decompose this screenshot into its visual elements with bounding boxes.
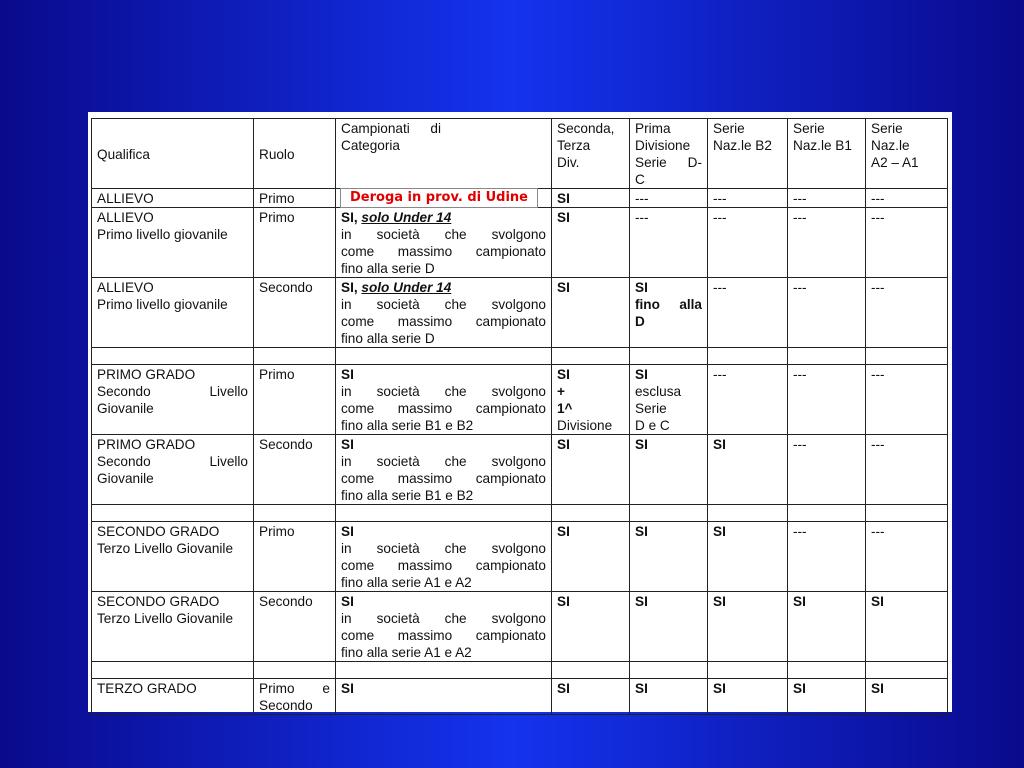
- cell-b2: [708, 592, 788, 662]
- campionati-line3: come massimo campionato: [341, 471, 546, 486]
- spacer-cell: [866, 348, 948, 365]
- cell-b2: [708, 435, 788, 505]
- cell-ruolo: [254, 365, 336, 435]
- cell-a2: [866, 189, 948, 208]
- cell-qualifica: [92, 592, 254, 662]
- qualifica-line1: SECONDO GRADO: [97, 594, 220, 609]
- cell-b2: [708, 522, 788, 592]
- header-b1: [788, 119, 866, 189]
- qualifica-line2: Terzo Livello Giovanile: [97, 541, 234, 556]
- table-header-row: [92, 119, 948, 189]
- cell-seconda: [552, 365, 630, 435]
- b1-text: ---: [793, 437, 807, 452]
- cell-prima: [630, 522, 708, 592]
- b1-text: ---: [793, 280, 807, 295]
- campionati-line2: in società che svolgono: [341, 297, 546, 312]
- prima-line2: esclusa: [635, 384, 682, 399]
- cell-b2: [708, 278, 788, 348]
- ruolo-text: Primo: [259, 367, 295, 382]
- cell-campionati: [336, 365, 552, 435]
- spacer-cell: [92, 505, 254, 522]
- table-row: [92, 278, 948, 348]
- campionati-line2: in società che svolgono: [341, 541, 546, 556]
- campionati-line3: come massimo campionato: [341, 628, 546, 643]
- table-row: [92, 679, 948, 715]
- ruolo-line2: Secondo: [259, 698, 313, 713]
- cell-a2: [866, 278, 948, 348]
- cell-a2: [866, 522, 948, 592]
- header-ruolo: [254, 119, 336, 189]
- header-prima-line2: Divisione: [635, 138, 691, 153]
- seconda-text: SI: [557, 524, 570, 539]
- ruolo-text: Primo: [259, 191, 295, 206]
- cell-prima: [630, 592, 708, 662]
- b2-text: ---: [713, 191, 727, 206]
- qualifica-line2: Primo livello giovanile: [97, 297, 228, 312]
- cell-seconda: [552, 679, 630, 715]
- seconda-text: SI: [557, 191, 570, 206]
- campionati-si: SI: [341, 594, 354, 609]
- spacer-cell: [254, 505, 336, 522]
- deroga-annotation: Deroga in prov. di Udine: [340, 188, 538, 208]
- campionati-line2: in società che svolgono: [341, 227, 546, 242]
- cell-ruolo: [254, 278, 336, 348]
- cell-campionati: [336, 278, 552, 348]
- header-prima-line4: C: [635, 172, 645, 187]
- qualifica-line1: PRIMO GRADO: [97, 437, 196, 452]
- prima-text: ---: [635, 210, 649, 225]
- cell-seconda: [552, 208, 630, 278]
- qualifica-text: ALLIEVO: [97, 191, 154, 206]
- cell-b1: [788, 278, 866, 348]
- spacer-cell: [788, 348, 866, 365]
- campionati-line4: fino alla serie D: [341, 261, 435, 276]
- cell-prima: [630, 208, 708, 278]
- ruolo-text: Primo: [259, 210, 295, 225]
- campionati-line3: come massimo campionato: [341, 244, 546, 259]
- header-b2-line2: Naz.le B2: [713, 138, 772, 153]
- b1-text: SI: [793, 594, 806, 609]
- spacer-row: [92, 505, 948, 522]
- campionati-line4: fino alla serie A1 e A2: [341, 575, 472, 590]
- cell-b1: [788, 208, 866, 278]
- ruolo-text: Secondo: [259, 594, 313, 609]
- header-prima-line1: Prima: [635, 121, 671, 136]
- a2-text: ---: [871, 524, 885, 539]
- header-a2: [866, 119, 948, 189]
- campionati-line3: come massimo campionato: [341, 401, 546, 416]
- seconda-text: SI: [557, 280, 570, 295]
- cell-ruolo: [254, 522, 336, 592]
- b1-text: ---: [793, 210, 807, 225]
- prima-text: SI: [635, 594, 648, 609]
- spacer-cell: [708, 505, 788, 522]
- header-qualifica-text: Qualifica: [97, 146, 150, 162]
- header-b1-line1: Serie: [793, 121, 825, 136]
- campionati-line2: in società che svolgono: [341, 384, 546, 399]
- qualifica-line1: SECONDO GRADO: [97, 524, 220, 539]
- cell-qualifica: [92, 522, 254, 592]
- campionati-si: SI,: [341, 280, 358, 295]
- prima-line3: Serie: [635, 401, 667, 416]
- campionati-line1: [341, 279, 546, 296]
- a2-text: ---: [871, 437, 885, 452]
- campionati-line3: come massimo campionato: [341, 314, 546, 329]
- spacer-cell: [336, 662, 552, 679]
- campionati-under14: solo Under 14: [361, 280, 452, 295]
- spacer-cell: [254, 348, 336, 365]
- campionati-line2: in società che svolgono: [341, 611, 546, 626]
- campionati-si: SI,: [341, 210, 358, 225]
- cell-ruolo: [254, 208, 336, 278]
- spacer-cell: [630, 505, 708, 522]
- b2-text: ---: [713, 210, 727, 225]
- cell-b1: [788, 365, 866, 435]
- a2-text: ---: [871, 280, 885, 295]
- spacer-cell: [788, 505, 866, 522]
- spacer-row: [92, 348, 948, 365]
- seconda-text: SI: [557, 210, 570, 225]
- cell-ruolo: [254, 435, 336, 505]
- cell-b1: [788, 679, 866, 715]
- header-seconda: [552, 119, 630, 189]
- header-b2-line1: Serie: [713, 121, 745, 136]
- spacer-cell: [866, 662, 948, 679]
- header-seconda-line1: Seconda,: [557, 121, 615, 136]
- cell-a2: [866, 592, 948, 662]
- header-seconda-line3: Div.: [557, 155, 580, 170]
- qualifica-line3: Giovanile: [97, 401, 154, 416]
- cell-campionati: [336, 679, 552, 715]
- campionati-line4: fino alla serie A1 e A2: [341, 645, 472, 660]
- campionati-si: SI: [341, 681, 354, 696]
- cell-a2: [866, 208, 948, 278]
- seconda-text: SI: [557, 437, 570, 452]
- table-row: [92, 208, 948, 278]
- seconda-line2: +: [557, 384, 565, 399]
- spacer-cell: [92, 662, 254, 679]
- ruolo-line1: Primo e: [259, 681, 330, 696]
- spacer-cell: [708, 662, 788, 679]
- cell-a2: [866, 679, 948, 715]
- qualifica-line1: ALLIEVO: [97, 210, 154, 225]
- spacer-cell: [92, 348, 254, 365]
- b2-text: ---: [713, 280, 727, 295]
- b1-text: ---: [793, 191, 807, 206]
- cell-campionati: [336, 522, 552, 592]
- campionati-under14: solo Under 14: [361, 210, 452, 225]
- spacer-cell: [788, 662, 866, 679]
- cell-seconda: [552, 189, 630, 208]
- table-row: [92, 592, 948, 662]
- spacer-cell: [630, 662, 708, 679]
- header-seconda-line2: Terza: [557, 138, 591, 153]
- cell-prima: [630, 679, 708, 715]
- ruolo-text: Secondo: [259, 437, 313, 452]
- cell-campionati: [336, 435, 552, 505]
- spacer-cell: [866, 505, 948, 522]
- spacer-cell: [630, 348, 708, 365]
- table-row: [92, 522, 948, 592]
- a2-text: ---: [871, 210, 885, 225]
- cell-ruolo: [254, 189, 336, 208]
- campionati-line3: come massimo campionato: [341, 558, 546, 573]
- cell-prima: [630, 365, 708, 435]
- campionati-line4: fino alla serie D: [341, 331, 435, 346]
- cell-b2: [708, 679, 788, 715]
- campionati-line2: in società che svolgono: [341, 454, 546, 469]
- campionati-si: SI: [341, 367, 354, 382]
- cell-b2: [708, 365, 788, 435]
- cell-qualifica: [92, 278, 254, 348]
- cell-campionati: [336, 208, 552, 278]
- header-prima-line3: Serie D-: [635, 155, 702, 170]
- header-campionati: [336, 119, 552, 189]
- ruolo-text: Secondo: [259, 280, 313, 295]
- header-a2-line2: Naz.le: [871, 138, 910, 153]
- qualifica-line2: Secondo Livello: [97, 454, 248, 469]
- cell-seconda: [552, 278, 630, 348]
- cell-qualifica: [92, 365, 254, 435]
- cell-qualifica: [92, 435, 254, 505]
- header-a2-line1: Serie: [871, 121, 903, 136]
- qualifica-text: TERZO GRADO: [97, 681, 197, 696]
- qualifica-line1: ALLIEVO: [97, 280, 154, 295]
- cell-b2: [708, 189, 788, 208]
- b2-text: SI: [713, 594, 726, 609]
- campionati-line1: [341, 209, 546, 226]
- cell-b1: [788, 435, 866, 505]
- cell-prima: [630, 189, 708, 208]
- cell-qualifica: [92, 189, 254, 208]
- seconda-text: SI: [557, 681, 570, 696]
- cell-b1: [788, 189, 866, 208]
- prima-line1: SI: [635, 280, 648, 295]
- b2-text: SI: [713, 437, 726, 452]
- spacer-cell: [552, 348, 630, 365]
- spacer-row: [92, 662, 948, 679]
- cell-b1: [788, 592, 866, 662]
- cell-qualifica: [92, 679, 254, 715]
- spacer-cell: [708, 348, 788, 365]
- cell-prima: [630, 278, 708, 348]
- header-campionati-line1: Campionati di: [341, 121, 441, 136]
- header-ruolo-text: Ruolo: [259, 146, 295, 162]
- spacer-cell: [336, 505, 552, 522]
- a2-text: ---: [871, 367, 885, 382]
- prima-line4: D e C: [635, 418, 670, 433]
- spacer-cell: [552, 505, 630, 522]
- qualifica-line2: Secondo Livello: [97, 384, 248, 399]
- campionati-line4: fino alla serie B1 e B2: [341, 488, 474, 503]
- prima-line3: D: [635, 314, 645, 329]
- header-campionati-line2: Categoria: [341, 138, 400, 153]
- seconda-line1: SI: [557, 367, 570, 382]
- seconda-text: SI: [557, 594, 570, 609]
- b2-text: SI: [713, 681, 726, 696]
- prima-text: ---: [635, 191, 649, 206]
- b2-text: ---: [713, 367, 727, 382]
- seconda-line3: 1^: [557, 401, 573, 416]
- header-qualifica: [92, 119, 254, 189]
- b1-text: ---: [793, 367, 807, 382]
- campionati-line4: fino alla serie B1 e B2: [341, 418, 474, 433]
- campionati-si: SI: [341, 437, 354, 452]
- cell-qualifica: [92, 208, 254, 278]
- cell-b1: [788, 522, 866, 592]
- cell-seconda: [552, 435, 630, 505]
- ruolo-text: Primo: [259, 524, 295, 539]
- prima-line2: fino alla: [635, 297, 702, 312]
- cell-prima: [630, 435, 708, 505]
- prima-text: SI: [635, 681, 648, 696]
- cell-ruolo: [254, 679, 336, 715]
- table-row: [92, 365, 948, 435]
- a2-text: ---: [871, 191, 885, 206]
- header-b1-line2: Naz.le B1: [793, 138, 852, 153]
- spacer-cell: [552, 662, 630, 679]
- b1-text: ---: [793, 524, 807, 539]
- cell-a2: [866, 365, 948, 435]
- cell-seconda: [552, 592, 630, 662]
- prima-text: SI: [635, 524, 648, 539]
- qualifica-line2: Primo livello giovanile: [97, 227, 228, 242]
- a2-text: SI: [871, 594, 884, 609]
- b1-text: SI: [793, 681, 806, 696]
- prima-text: SI: [635, 437, 648, 452]
- a2-text: SI: [871, 681, 884, 696]
- qualifica-line1: PRIMO GRADO: [97, 367, 196, 382]
- header-a2-line3: A2 – A1: [871, 155, 919, 170]
- cell-seconda: [552, 522, 630, 592]
- table-row: [92, 435, 948, 505]
- document-page: [88, 112, 952, 712]
- cell-b2: [708, 208, 788, 278]
- b2-text: SI: [713, 524, 726, 539]
- campionati-si: SI: [341, 524, 354, 539]
- qualifica-line3: Giovanile: [97, 471, 154, 486]
- qualifica-line2: Terzo Livello Giovanile: [97, 611, 234, 626]
- spacer-cell: [254, 662, 336, 679]
- cell-a2: [866, 435, 948, 505]
- prima-line1: SI: [635, 367, 648, 382]
- header-b2: [708, 119, 788, 189]
- cell-campionati: [336, 592, 552, 662]
- spacer-cell: [336, 348, 552, 365]
- seconda-line4: Divisione: [557, 418, 613, 433]
- cell-ruolo: [254, 592, 336, 662]
- header-prima: [630, 119, 708, 189]
